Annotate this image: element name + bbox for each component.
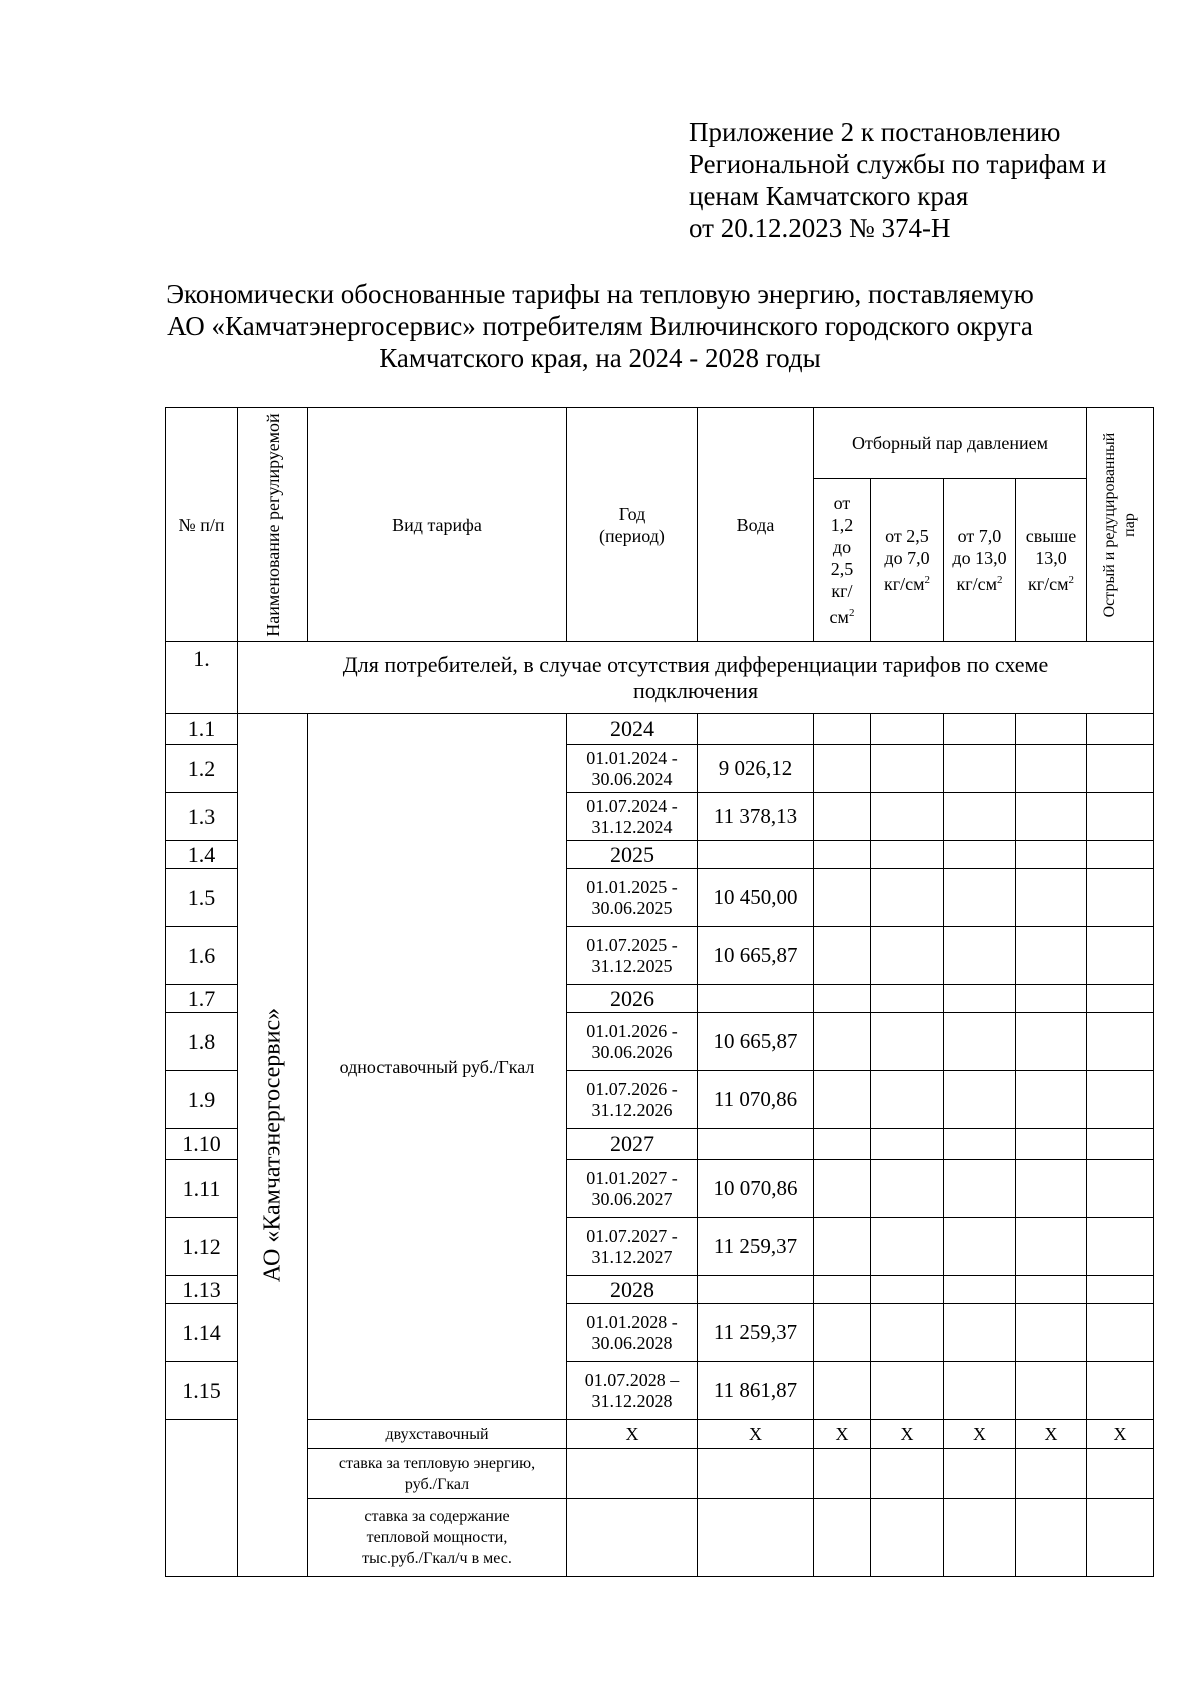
steam-3-value (944, 1071, 1016, 1129)
steam-4-value (1016, 714, 1087, 745)
steam-4-value (1016, 927, 1087, 985)
sharp-steam-value (1087, 927, 1154, 985)
org-name: АО «Камчатэнергосервис» (259, 1007, 285, 1283)
appendix-reference (689, 116, 1106, 244)
appendix-line: от 20.12.2023 № 374-Н (689, 213, 951, 243)
title-line: Камчатского края, на 2024 - 2028 годы (379, 343, 821, 373)
steam-3-value (944, 841, 1016, 869)
section-title: Для потребителей, в случае отсутствия дифференциации тарифов по схеме подключения (238, 642, 1154, 714)
steam-4-value (1016, 1218, 1087, 1276)
sharp-steam-value (1087, 1129, 1154, 1160)
capacity-rate-steam-4 (1016, 1499, 1087, 1577)
steam-4-value (1016, 1071, 1087, 1129)
capacity-rate-period (567, 1499, 698, 1577)
steam-4-value (1016, 841, 1087, 869)
sharp-steam-value (1087, 745, 1154, 793)
capacity-rate-steam-1 (814, 1499, 871, 1577)
sharp-steam-value (1087, 985, 1154, 1013)
row-num: 1.7 (166, 985, 238, 1013)
capacity-rate-steam-2 (871, 1499, 944, 1577)
steam-1-value (814, 1362, 871, 1420)
steam-4-value (1016, 869, 1087, 927)
sharp-steam-value (1087, 1218, 1154, 1276)
water-value (698, 1129, 814, 1160)
period-range: 01.01.2027 - 30.06.2027 (567, 1160, 698, 1218)
capacity-rate-label: ставка за содержание тепловой мощности, тыс.руб./Гкал/ч в мес. (308, 1499, 567, 1577)
appendix-line: Приложение 2 к постановлению (689, 117, 1061, 147)
steam-1-value (814, 793, 871, 841)
two-rate-num (166, 1420, 238, 1577)
row-num: 1.3 (166, 793, 238, 841)
water-value: 11 259,37 (698, 1304, 814, 1362)
capacity-rate-steam-3 (944, 1499, 1016, 1577)
steam-2-value (871, 869, 944, 927)
row-num: 1.10 (166, 1129, 238, 1160)
steam-3-value (944, 793, 1016, 841)
row-num: 1.6 (166, 927, 238, 985)
steam-2-value (871, 985, 944, 1013)
header-sharp-steam: Острый и редуцированный пар (1087, 408, 1154, 642)
steam-1-value (814, 714, 871, 745)
energy-rate-sharp-steam (1087, 1449, 1154, 1499)
steam-3-value (944, 1218, 1016, 1276)
steam-3-value (944, 869, 1016, 927)
steam-1-value (814, 869, 871, 927)
sharp-steam-value (1087, 869, 1154, 927)
period-range: 01.07.2025 - 31.12.2025 (567, 927, 698, 985)
period-range: 01.07.2027 - 31.12.2027 (567, 1218, 698, 1276)
steam-2-value (871, 1218, 944, 1276)
sharp-steam-value (1087, 1304, 1154, 1362)
header-num: № п/п (166, 408, 238, 642)
water-value: 9 026,12 (698, 745, 814, 793)
title-line: АО «Камчатэнергосервис» потребителям Вилючинского городского округа (167, 311, 1033, 341)
header-steam-1: от 1,2 до 2,5 $кг/см^2$ (814, 479, 871, 642)
steam-3-value (944, 1129, 1016, 1160)
sharp-steam-value (1087, 1071, 1154, 1129)
steam-3-value (944, 927, 1016, 985)
period-year: 2025 (567, 841, 698, 869)
steam-1-value (814, 1304, 871, 1362)
header-tariff-type: Вид тарифа (308, 408, 567, 642)
steam-2-value (871, 1013, 944, 1071)
steam-2-value (871, 1362, 944, 1420)
steam-2-value (871, 841, 944, 869)
row-num: 1.9 (166, 1071, 238, 1129)
steam-1-value (814, 1071, 871, 1129)
period-year: 2028 (567, 1276, 698, 1304)
row-num: 1.4 (166, 841, 238, 869)
steam-4-value (1016, 1013, 1087, 1071)
water-value: 10 450,00 (698, 869, 814, 927)
steam-1-value (814, 745, 871, 793)
steam-4-value (1016, 1160, 1087, 1218)
steam-1-value (814, 1129, 871, 1160)
row-num: 1.14 (166, 1304, 238, 1362)
steam-3-value (944, 1013, 1016, 1071)
two-rate-mark: X (944, 1420, 1016, 1449)
two-rate-mark: X (814, 1420, 871, 1449)
period-range: 01.07.2024 - 31.12.2024 (567, 793, 698, 841)
steam-2-value (871, 745, 944, 793)
two-rate-mark: X (1016, 1420, 1087, 1449)
two-rate-mark: X (1087, 1420, 1154, 1449)
period-year: 2027 (567, 1129, 698, 1160)
water-value: 10 070,86 (698, 1160, 814, 1218)
water-value (698, 841, 814, 869)
sharp-steam-value (1087, 1013, 1154, 1071)
water-value: 11 861,87 (698, 1362, 814, 1420)
water-value: 11 259,37 (698, 1218, 814, 1276)
steam-4-value (1016, 745, 1087, 793)
steam-3-value (944, 985, 1016, 1013)
steam-3-value (944, 1276, 1016, 1304)
row-num: 1.1 (166, 714, 238, 745)
row-num: 1.13 (166, 1276, 238, 1304)
period-range: 01.01.2025 - 30.06.2025 (567, 869, 698, 927)
steam-3-value (944, 1362, 1016, 1420)
row-num: 1.15 (166, 1362, 238, 1420)
water-value (698, 1276, 814, 1304)
period-range: 01.01.2026 - 30.06.2026 (567, 1013, 698, 1071)
row-num: 1.11 (166, 1160, 238, 1218)
steam-2-value (871, 927, 944, 985)
row-num: 1.5 (166, 869, 238, 927)
capacity-rate-sharp-steam (1087, 1499, 1154, 1577)
water-value: 10 665,87 (698, 927, 814, 985)
header-steam-3: от 7,0 до 13,0 $кг/см^2$ (944, 479, 1016, 642)
period-range: 01.07.2026 - 31.12.2026 (567, 1071, 698, 1129)
period-year: 2024 (567, 714, 698, 745)
capacity-rate-water (698, 1499, 814, 1577)
steam-3-value (944, 745, 1016, 793)
sharp-steam-value (1087, 1276, 1154, 1304)
steam-4-value (1016, 985, 1087, 1013)
steam-4-value (1016, 1304, 1087, 1362)
energy-rate-label: ставка за тепловую энергию, руб./Гкал (308, 1449, 567, 1499)
steam-4-value (1016, 1362, 1087, 1420)
period-range: 01.07.2028 – 31.12.2028 (567, 1362, 698, 1420)
energy-rate-steam-3 (944, 1449, 1016, 1499)
appendix-line: Региональной службы по тарифам и (689, 149, 1107, 179)
steam-2-value (871, 1276, 944, 1304)
two-rate-mark: X (871, 1420, 944, 1449)
two-rate-mark: X (567, 1420, 698, 1449)
sharp-steam-value (1087, 714, 1154, 745)
steam-3-value (944, 1304, 1016, 1362)
steam-1-value (814, 1160, 871, 1218)
two-rate-mark: X (698, 1420, 814, 1449)
row-num: 1.8 (166, 1013, 238, 1071)
appendix-line: ценам Камчатского края (689, 181, 969, 211)
period-range: 01.01.2024 - 30.06.2024 (567, 745, 698, 793)
sharp-steam-value (1087, 1362, 1154, 1420)
water-value: 11 378,13 (698, 793, 814, 841)
steam-1-value (814, 927, 871, 985)
steam-1-value (814, 841, 871, 869)
steam-4-value (1016, 1129, 1087, 1160)
period-year: 2026 (567, 985, 698, 1013)
header-period: Год (период) (567, 408, 698, 642)
steam-2-value (871, 1160, 944, 1218)
section-num: 1. (166, 642, 238, 714)
header-steam-2: от 2,5 до 7,0 $кг/см^2$ (871, 479, 944, 642)
steam-4-value (1016, 793, 1087, 841)
steam-2-value (871, 1129, 944, 1160)
header-water: Вода (698, 408, 814, 642)
steam-1-value (814, 1013, 871, 1071)
single-rate-label: одноставочный руб./Гкал (308, 714, 567, 1420)
energy-rate-steam-2 (871, 1449, 944, 1499)
steam-3-value (944, 1160, 1016, 1218)
period-range: 01.01.2028 - 30.06.2028 (567, 1304, 698, 1362)
steam-4-value (1016, 1276, 1087, 1304)
row-num: 1.12 (166, 1218, 238, 1276)
tariff-table (165, 407, 1154, 1577)
water-value: 11 070,86 (698, 1071, 814, 1129)
title-line: Экономически обоснованные тарифы на тепловую энергию, поставляемую (166, 279, 1034, 309)
row-num: 1.2 (166, 745, 238, 793)
header-steam-4: свыше 13,0 $кг/см^2$ (1016, 479, 1087, 642)
sharp-steam-value (1087, 1160, 1154, 1218)
sharp-steam-value (1087, 793, 1154, 841)
steam-2-value (871, 714, 944, 745)
sharp-steam-value (1087, 841, 1154, 869)
energy-rate-water (698, 1449, 814, 1499)
steam-1-value (814, 985, 871, 1013)
steam-2-value (871, 1304, 944, 1362)
two-rate-label: двухставочный (308, 1420, 567, 1449)
steam-3-value (944, 714, 1016, 745)
header-org: Наименование регулируемой (238, 408, 308, 642)
steam-2-value (871, 793, 944, 841)
water-value (698, 714, 814, 745)
water-value: 10 665,87 (698, 1013, 814, 1071)
steam-1-value (814, 1218, 871, 1276)
org-name-cell (238, 714, 308, 1577)
water-value (698, 985, 814, 1013)
document-title (150, 278, 1050, 374)
energy-rate-period (567, 1449, 698, 1499)
energy-rate-steam-1 (814, 1449, 871, 1499)
steam-2-value (871, 1071, 944, 1129)
header-steam-group: Отборный пар давлением (814, 408, 1087, 479)
steam-1-value (814, 1276, 871, 1304)
energy-rate-steam-4 (1016, 1449, 1087, 1499)
